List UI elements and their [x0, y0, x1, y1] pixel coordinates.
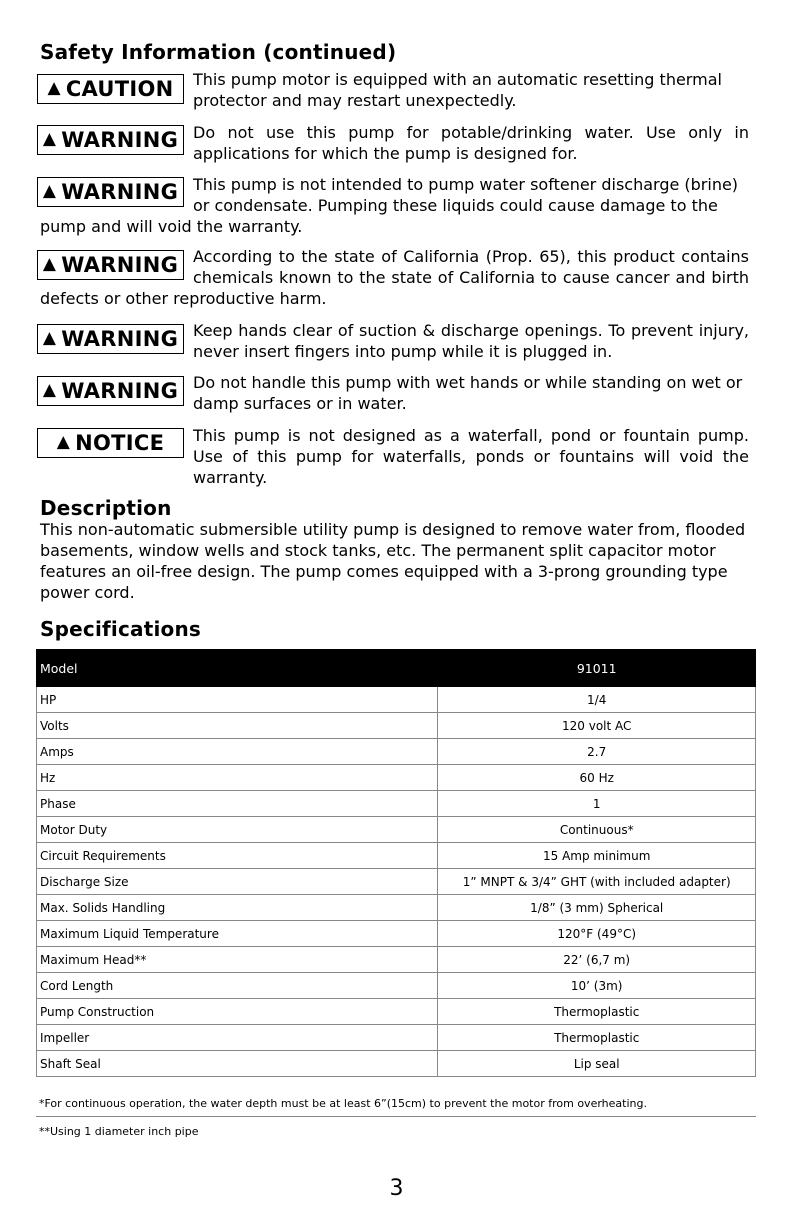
warning-triangle-icon: ▲: [56, 432, 71, 452]
spec-value: 1” MNPT & 3/4” GHT (with included adapter): [438, 869, 756, 895]
warning-badge: [37, 125, 184, 155]
text-line: chemicals known to the state of California to cause cancer and birth: [193, 268, 749, 287]
spec-value: Thermoplastic: [438, 1025, 756, 1051]
badge-label: WARNING: [61, 128, 179, 152]
badge-label: WARNING: [61, 379, 179, 403]
warning-text-wet: [193, 372, 753, 414]
spec-label: Volts: [37, 713, 438, 739]
spec-value: 1/4: [438, 687, 756, 713]
spec-value: 120°F (49°C): [438, 921, 756, 947]
footnote-divider: [36, 1116, 756, 1117]
text-line: basements, window wells and stock tanks, etc. The permanent split capacitor motor: [40, 541, 716, 560]
text-line: or condensate. Pumping these liquids could cause damage to the: [193, 196, 718, 215]
spec-label: Shaft Seal: [37, 1051, 438, 1077]
spec-value: 120 volt AC: [438, 713, 756, 739]
table-row: [37, 713, 756, 739]
warning-badge: [37, 177, 184, 207]
spec-label: Pump Construction: [37, 999, 438, 1025]
notice-text: [193, 425, 749, 488]
warning-triangle-icon: ▲: [47, 78, 61, 98]
specifications-table: [36, 649, 756, 1077]
text-line: features an oil-free design. The pump comes equipped with a 3-prong grounding type: [40, 562, 728, 581]
table-row: [37, 687, 756, 713]
spec-value: Continuous*: [438, 817, 756, 843]
text-line: Use of this pump for waterfalls, ponds or fountains will void the: [193, 447, 749, 466]
spec-label: Impeller: [37, 1025, 438, 1051]
table-row: [37, 973, 756, 999]
page-number: 3: [389, 1176, 404, 1201]
warning-triangle-icon: ▲: [42, 129, 57, 149]
warning-text-potable: [193, 122, 749, 164]
warning-triangle-icon: ▲: [42, 328, 57, 348]
text-line: pump and will void the warranty.: [40, 217, 303, 236]
badge-label: NOTICE: [75, 431, 165, 455]
warning-badge: [37, 376, 184, 406]
table-row: [37, 869, 756, 895]
spec-label: Discharge Size: [37, 869, 438, 895]
spec-label: Amps: [37, 739, 438, 765]
spec-label: Max. Solids Handling: [37, 895, 438, 921]
warning-triangle-icon: ▲: [42, 380, 57, 400]
badge-label: WARNING: [61, 253, 179, 277]
spec-label: Maximum Head**: [37, 947, 438, 973]
warning-triangle-icon: ▲: [42, 254, 57, 274]
spec-label: Maximum Liquid Temperature: [37, 921, 438, 947]
spec-value: Thermoplastic: [438, 999, 756, 1025]
table-row: [37, 817, 756, 843]
notice-badge: [37, 428, 184, 458]
spec-value: 60 Hz: [438, 765, 756, 791]
table-row: [37, 921, 756, 947]
table-row: [37, 765, 756, 791]
table-row: [37, 947, 756, 973]
table-row: [37, 1025, 756, 1051]
text-line: This pump is not designed as a waterfall, pond or fountain pump.: [193, 426, 749, 445]
table-row: [37, 739, 756, 765]
warning-triangle-icon: ▲: [42, 181, 57, 201]
spec-label: Phase: [37, 791, 438, 817]
description-title: Description: [40, 496, 172, 520]
table-row: [37, 895, 756, 921]
badge-label: WARNING: [61, 180, 179, 204]
text-line: protector and may restart unexpectedly.: [193, 91, 517, 110]
spec-value: 22’ (6,7 m): [438, 947, 756, 973]
spec-value: 15 Amp minimum: [438, 843, 756, 869]
warning-text-prop65: [193, 246, 749, 288]
header-label: Model: [37, 650, 438, 687]
table-row: [37, 843, 756, 869]
header-value: 91011: [438, 650, 756, 687]
description-body: [40, 519, 755, 603]
specifications-title: Specifications: [40, 617, 202, 641]
text-line: applications for which the pump is designed for.: [193, 144, 578, 163]
footnote-pipe: **Using 1 diameter inch pipe: [39, 1125, 199, 1138]
warning-text-brine: [193, 174, 753, 216]
table-row: [37, 791, 756, 817]
text-line: power cord.: [40, 583, 135, 602]
caution-text: [193, 69, 753, 111]
footnote-continuous: *For continuous operation, the water depth must be at least 6”(15cm) to prevent the motor from overheating.: [39, 1097, 647, 1110]
text-line: warranty.: [193, 468, 268, 487]
table-header-row: [37, 650, 756, 687]
spec-label: Cord Length: [37, 973, 438, 999]
warning-badge: [37, 324, 184, 354]
table-row: [37, 1051, 756, 1077]
text-line: This pump motor is equipped with an automatic resetting thermal: [193, 70, 722, 89]
spec-value: 1/8” (3 mm) Spherical: [438, 895, 756, 921]
text-line: damp surfaces or in water.: [193, 394, 407, 413]
safety-title: Safety Information (continued): [40, 40, 397, 64]
spec-value: Lip seal: [438, 1051, 756, 1077]
spec-label: Motor Duty: [37, 817, 438, 843]
warning-text-hands: [193, 320, 749, 362]
badge-label: CAUTION: [65, 77, 174, 101]
text-line: According to the state of California (Prop. 65), this product contains: [193, 247, 749, 266]
text-line: Do not handle this pump with wet hands or while standing on wet or: [193, 373, 743, 392]
spec-value: 2.7: [438, 739, 756, 765]
text-line: defects or other reproductive harm.: [40, 289, 327, 308]
text-line: Keep hands clear of suction & discharge openings. To prevent injury,: [193, 321, 749, 340]
spec-value: 1: [438, 791, 756, 817]
text-line: Do not use this pump for potable/drinking water. Use only in: [193, 123, 749, 142]
caution-badge: [37, 74, 184, 104]
spec-label: Circuit Requirements: [37, 843, 438, 869]
badge-label: WARNING: [61, 327, 179, 351]
spec-label: HP: [37, 687, 438, 713]
text-line: never insert fingers into pump while it is plugged in.: [193, 342, 613, 361]
text-line: This non-automatic submersible utility pump is designed to remove water from, flooded: [40, 520, 746, 539]
spec-value: 10’ (3m): [438, 973, 756, 999]
warning-badge: [37, 250, 184, 280]
text-line: This pump is not intended to pump water softener discharge (brine): [193, 175, 739, 194]
table-row: [37, 999, 756, 1025]
spec-label: Hz: [37, 765, 438, 791]
